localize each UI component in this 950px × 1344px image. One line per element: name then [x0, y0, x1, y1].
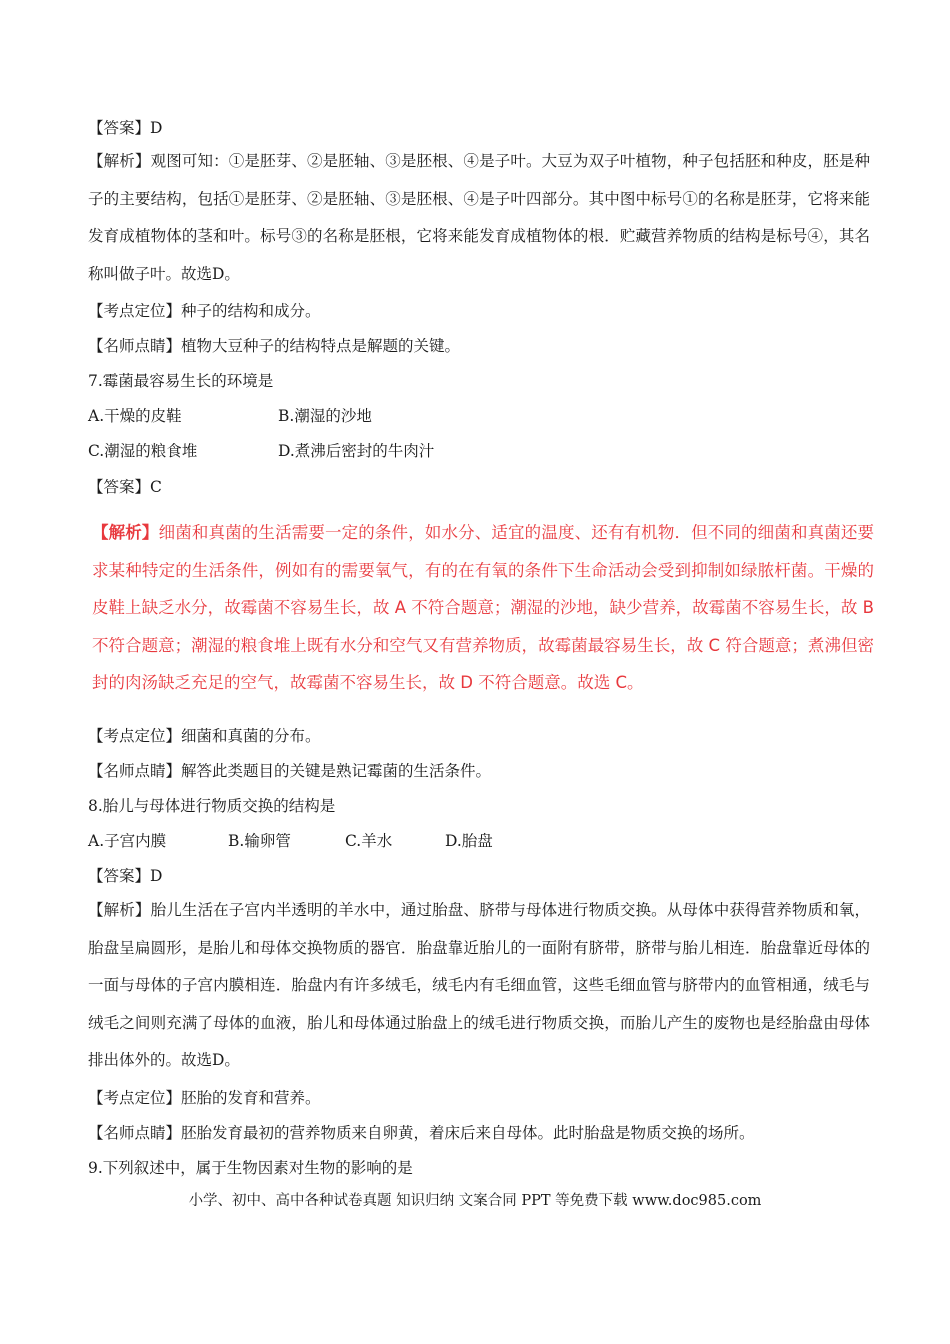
q8-answer: 【答案】D	[88, 867, 163, 885]
q8-analysis: 【解析】胎儿生活在子宫内半透明的羊水中，通过胎盘、脐带与母体进行物质交换。从母体中获得营养物质和氧，胎盘呈扁圆形，是胎儿和母体交换物质的器官．胎盘靠近胎儿的一面附有脐带，脐带与胎儿相连．胎盘靠近母体的一面与母体的子宫内膜相连．胎盘内有许多绒毛，绒毛内有毛细血管，这些毛细血管与脐带内的血管相通，绒毛与绒毛之间则充满了母体的血液，胎儿和母体通过胎盘上的绒毛进行物质交换，而胎儿产生的废物也是经胎盘由母体排出体外的。故选D。	[88, 901, 870, 1069]
q7-answer: 【答案】C	[88, 478, 162, 496]
q8-dianjing: 【名师点睛】胚胎发育最初的营养物质来自卵黄，着床后来自母体。此时胎盘是物质交换的场所。	[88, 1124, 755, 1142]
q8-option-c: C.羊水	[345, 832, 393, 850]
q8-option-b: B.输卵管	[228, 832, 291, 850]
q7-option-a: A.干燥的皮鞋	[88, 407, 182, 425]
q7-kaodian: 【考点定位】细菌和真菌的分布。	[88, 727, 321, 745]
q7-option-d: D.煮沸后密封的牛肉汁	[278, 442, 435, 460]
q9-question: 9.下列叙述中，属于生物因素对生物的影响的是	[88, 1159, 413, 1177]
q8-question: 8.胎儿与母体进行物质交换的结构是	[88, 797, 336, 815]
q7-question: 7.霉菌最容易生长的环境是	[88, 372, 274, 390]
q7-analysis-text: 细菌和真菌的生活需要一定的条件，如水分、适宜的温度、还有有机物．但不同的细菌和真菌还要求某种特定的生活条件，例如有的需要氧气，有的在有氧的条件下生命活动会受到抑制如绿脓杆菌。干燥的皮鞋上缺乏水分，故霉菌不容易生长，故 A 不符合题意；潮湿的沙地，缺少营养，故霉菌不容易生长，故 B 不符合题意；潮湿的粮食堆上既有水分和空气又有营养物质，故霉菌最容易生长，故 C 符合题意；煮沸但密封的肉汤缺乏充足的空气，故霉菌不容易生长，故 D 不符合题意。故选 C。	[92, 523, 875, 692]
q7-option-b: B.潮湿的沙地	[278, 407, 372, 425]
page-footer: 小学、初中、高中各种试卷真题 知识归纳 文案合同 PPT 等免费下载 www.doc985.com	[188, 1193, 762, 1209]
q7-analysis-label: 【解析】	[92, 523, 159, 542]
q8-option-a: A.子宫内膜	[88, 832, 167, 850]
q6-kaodian: 【考点定位】种子的结构和成分。	[88, 302, 321, 320]
q6-answer: 【答案】D	[88, 119, 163, 137]
q6-dianjing: 【名师点睛】植物大豆种子的结构特点是解题的关键。	[88, 337, 461, 355]
q8-kaodian: 【考点定位】胚胎的发育和营养。	[88, 1089, 321, 1107]
q7-analysis	[92, 514, 874, 702]
q8-option-d: D.胎盘	[445, 832, 493, 850]
q7-dianjing: 【名师点睛】解答此类题目的关键是熟记霉菌的生活条件。	[88, 762, 492, 780]
q6-analysis: 【解析】观图可知：①是胚芽、②是胚轴、③是胚根、④是子叶。大豆为双子叶植物，种子包括胚和种皮，胚是种子的主要结构，包括①是胚芽、②是胚轴、③是胚根、④是子叶四部分。其中图中标号①的名称是胚芽，它将来能发育成植物体的茎和叶。标号③的名称是胚根，它将来能发育成植物体的根．贮藏营养物质的结构是标号④，其名称叫做子叶。故选D。	[88, 152, 870, 283]
q7-option-c: C.潮湿的粮食堆	[88, 442, 198, 460]
